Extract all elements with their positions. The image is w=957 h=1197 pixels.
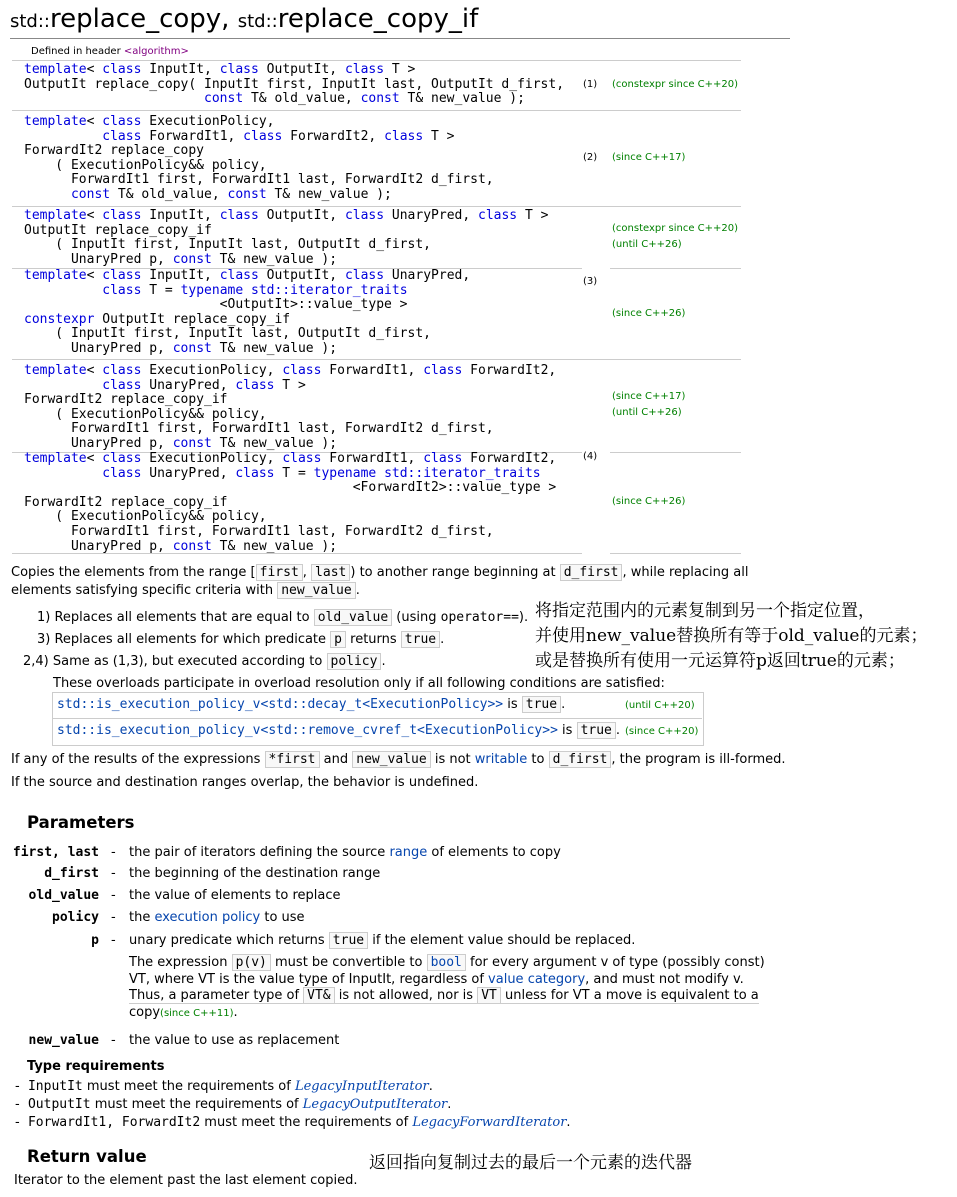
- param-new-value-desc: the value to use as replacement: [129, 1033, 340, 1048]
- header-link[interactable]: <algorithm>: [123, 46, 189, 57]
- param-dash: -: [111, 845, 116, 860]
- param-p-detail-1: The expression p(v) must be convertible to bool for every argument v of type (possibly const): [129, 955, 765, 970]
- param-new-value: new_value: [28, 1033, 99, 1048]
- condition-2-version: (since C++20): [625, 726, 699, 737]
- param-policy-desc: the execution policy to use: [129, 910, 305, 925]
- return-value-text: Iterator to the element past the last element copied.: [14, 1173, 358, 1188]
- signature-4a: template< class ExecutionPolicy, class ForwardIt1, class ForwardIt2, class UnaryPred, class T > ForwardIt2 replace_copy_if ( ExecutionPolicy&& policy, ForwardIt1 first, ForwardIt1 last, ForwardIt2 d_first, UnaryPred p, const T& new_value );: [24, 363, 557, 451]
- defined-prefix: Defined in header: [31, 46, 124, 57]
- decl-divider: [12, 359, 741, 360]
- type-req-1: - InputIt must meet the requirements of LegacyInputIterator.: [15, 1079, 433, 1094]
- code-old-value: old_value: [314, 609, 392, 626]
- title-name-1: replace_copy: [50, 4, 222, 34]
- param-dash: -: [111, 910, 116, 925]
- code-true: true: [401, 631, 440, 648]
- param-policy: policy: [52, 910, 99, 925]
- condition-2-link[interactable]: std::is_execution_policy_v<std::remove_cvref_t<ExecutionPolicy>>: [57, 723, 558, 738]
- page-title: [10, 4, 478, 34]
- item-1: 1) Replaces all elements that are equal to old_value (using operator==).: [37, 610, 529, 625]
- value-category-link[interactable]: value category: [488, 972, 586, 987]
- annotation-return: 返回指向复制过去的最后一个元素的迭代器: [369, 1153, 692, 1173]
- code-last: last: [311, 564, 350, 581]
- title-divider: [10, 38, 790, 39]
- decl-divider: [12, 553, 582, 554]
- param-dash: -: [111, 1033, 116, 1048]
- code-new-value: new_value: [277, 582, 355, 599]
- signature-2: template< class ExecutionPolicy, class ForwardIt1, class ForwardIt2, class T > ForwardIt2 replace_copy ( ExecutionPolicy&& policy, ForwardIt1 first, ForwardIt1 last, ForwardIt2 d_first, const T& old_value, const T& new_value );: [24, 114, 494, 202]
- param-p-detail-4: copy(since C++11).: [129, 1005, 238, 1020]
- overload-number-1: (1): [583, 79, 598, 90]
- title-namespace: std::: [10, 11, 50, 32]
- param-d-first-desc: the beginning of the destination range: [129, 866, 381, 881]
- parameters-heading: Parameters: [27, 813, 135, 832]
- decl-divider: [12, 206, 741, 207]
- code-first-expr: *first: [265, 751, 320, 768]
- condition-1: std::is_execution_policy_v<std::decay_t<ExecutionPolicy>> is true .: [57, 697, 566, 712]
- decl-divider: [12, 60, 741, 61]
- code-first: first: [256, 564, 303, 581]
- overload-3-until: (until C++26): [612, 239, 682, 250]
- code-operator: operator==: [440, 610, 519, 625]
- condition-1-version: (until C++20): [625, 700, 695, 711]
- param-old-value: old_value: [28, 888, 99, 903]
- condition-2: std::is_execution_policy_v<std::remove_cvref_t<ExecutionPolicy>> is true .: [57, 723, 621, 738]
- code-d-first: d_first: [560, 564, 623, 581]
- overload-4-until: (until C++26): [612, 407, 682, 418]
- bool-link[interactable]: bool: [427, 954, 466, 971]
- legacy-input-iterator-link[interactable]: LegacyInputIterator: [294, 1079, 429, 1094]
- overload-4-since: (since C++17): [612, 391, 686, 402]
- param-d-first: d_first: [44, 866, 99, 881]
- overload-2-version: (since C++17): [612, 152, 686, 163]
- type-requirements-heading: Type requirements: [27, 1059, 165, 1074]
- description-line-2: elements satisfying specific criteria with new_value .: [11, 583, 360, 598]
- type-req-2: - OutputIt must meet the requirements of LegacyOutputIterator.: [15, 1097, 452, 1112]
- overload-1-version: (constexpr since C++20): [612, 79, 739, 90]
- writable-note: If any of the results of the expressions *first and new_value is not writable to d_first , the program is ill-formed.: [11, 752, 786, 767]
- decl-divider: [610, 268, 741, 269]
- code-p: p: [330, 631, 346, 648]
- title-namespace-2: std::: [237, 11, 278, 32]
- overload-3-constexpr: (constexpr since C++20): [612, 223, 739, 234]
- param-old-value-desc: the value of elements to replace: [129, 888, 341, 903]
- condition-1-link[interactable]: std::is_execution_policy_v<std::decay_t<ExecutionPolicy>>: [57, 697, 504, 712]
- signature-3a: template< class InputIt, class OutputIt, class UnaryPred, class T > OutputIt replace_copy_if ( InputIt first, InputIt last, OutputIt d_first, UnaryPred p, const T& new_value );: [24, 208, 549, 267]
- conditions-intro: These overloads participate in overload resolution only if all following conditions are satisfied:: [53, 676, 665, 691]
- return-value-heading: Return value: [27, 1147, 147, 1166]
- decl-divider: [610, 553, 741, 554]
- param-p-detail-3: Thus, a parameter type of VT& is not allowed, nor is VT unless for VT a move is equivalent to a: [129, 988, 759, 1003]
- param-dash: -: [111, 888, 116, 903]
- overload-number-3: (3): [583, 276, 598, 287]
- title-name-2: replace_copy_if: [277, 4, 479, 34]
- overload-number-2: (2): [583, 152, 598, 163]
- decl-divider: [12, 110, 741, 111]
- param-first-last: first, last: [12, 845, 99, 860]
- overload-3-since: (since C++26): [612, 308, 686, 319]
- param-p-desc: unary predicate which returns true if the element value should be replaced.: [129, 933, 636, 948]
- item-3: 3) Replaces all elements for which predicate p returns true .: [37, 632, 445, 647]
- signature-4b: template< class ExecutionPolicy, class ForwardIt1, class ForwardIt2, class UnaryPred, class T = typename std::iterator_traits <ForwardIt2>::value_type > ForwardIt2 replace_copy_if ( ExecutionPolicy&& policy, ForwardIt1 first, ForwardIt1 last, ForwardIt2 d_first, UnaryPred p, const T& new_value );: [24, 451, 557, 554]
- param-p: p: [91, 933, 99, 948]
- title-sep: ,: [221, 4, 238, 34]
- param-dash: -: [111, 866, 116, 881]
- param-first-last-desc: the pair of iterators defining the source range of elements to copy: [129, 845, 561, 860]
- range-link[interactable]: range: [389, 845, 428, 860]
- overload-number-4: (4): [583, 451, 598, 462]
- conditions-divider: [53, 718, 702, 719]
- signature-1: template< class InputIt, class OutputIt, class T > OutputIt replace_copy( InputIt first, InputIt last, OutputIt d_first, const T& old_value, const T& new_value );: [24, 62, 565, 107]
- param-p-detail-2: VT, where VT is the value type of InputIt, regardless of value category, and must not modify v.: [129, 972, 744, 987]
- param-dash: -: [111, 933, 116, 948]
- code-policy: policy: [327, 653, 382, 670]
- overload-4-since-26: (since C++26): [612, 496, 686, 507]
- defined-in-header: [31, 46, 189, 57]
- execution-policy-link[interactable]: execution policy: [154, 910, 261, 925]
- decl-divider: [610, 452, 741, 453]
- type-req-3: - ForwardIt1, ForwardIt2 must meet the requirements of LegacyForwardIterator.: [15, 1115, 571, 1130]
- writable-link[interactable]: writable: [474, 752, 528, 767]
- description-line-1: Copies the elements from the range [ first , last ) to another range beginning at d_first , while replacing all: [11, 565, 749, 580]
- overlap-note: If the source and destination ranges overlap, the behavior is undefined.: [11, 775, 479, 790]
- annotation-line-1: 将指定范围内的元素复制到另一个指定位置，: [535, 601, 875, 621]
- annotation-line-3: 或是替换所有使用一元运算符p返回true的元素；: [535, 651, 905, 671]
- item-2-4: 2,4) Same as (1,3), but executed according to policy .: [23, 654, 386, 669]
- signature-3b: template< class InputIt, class OutputIt, class UnaryPred, class T = typename std::iterator_traits <OutputIt>::value_type > constexpr OutputIt replace_copy_if ( InputIt first, InputIt last, OutputIt d_first, UnaryPred p, const T& new_value );: [24, 268, 471, 356]
- legacy-forward-iterator-link[interactable]: LegacyForwardIterator: [412, 1115, 567, 1130]
- legacy-output-iterator-link[interactable]: LegacyOutputIterator: [302, 1097, 448, 1112]
- annotation-line-2: 并使用new_value替换所有等于old_value的元素；: [535, 626, 928, 646]
